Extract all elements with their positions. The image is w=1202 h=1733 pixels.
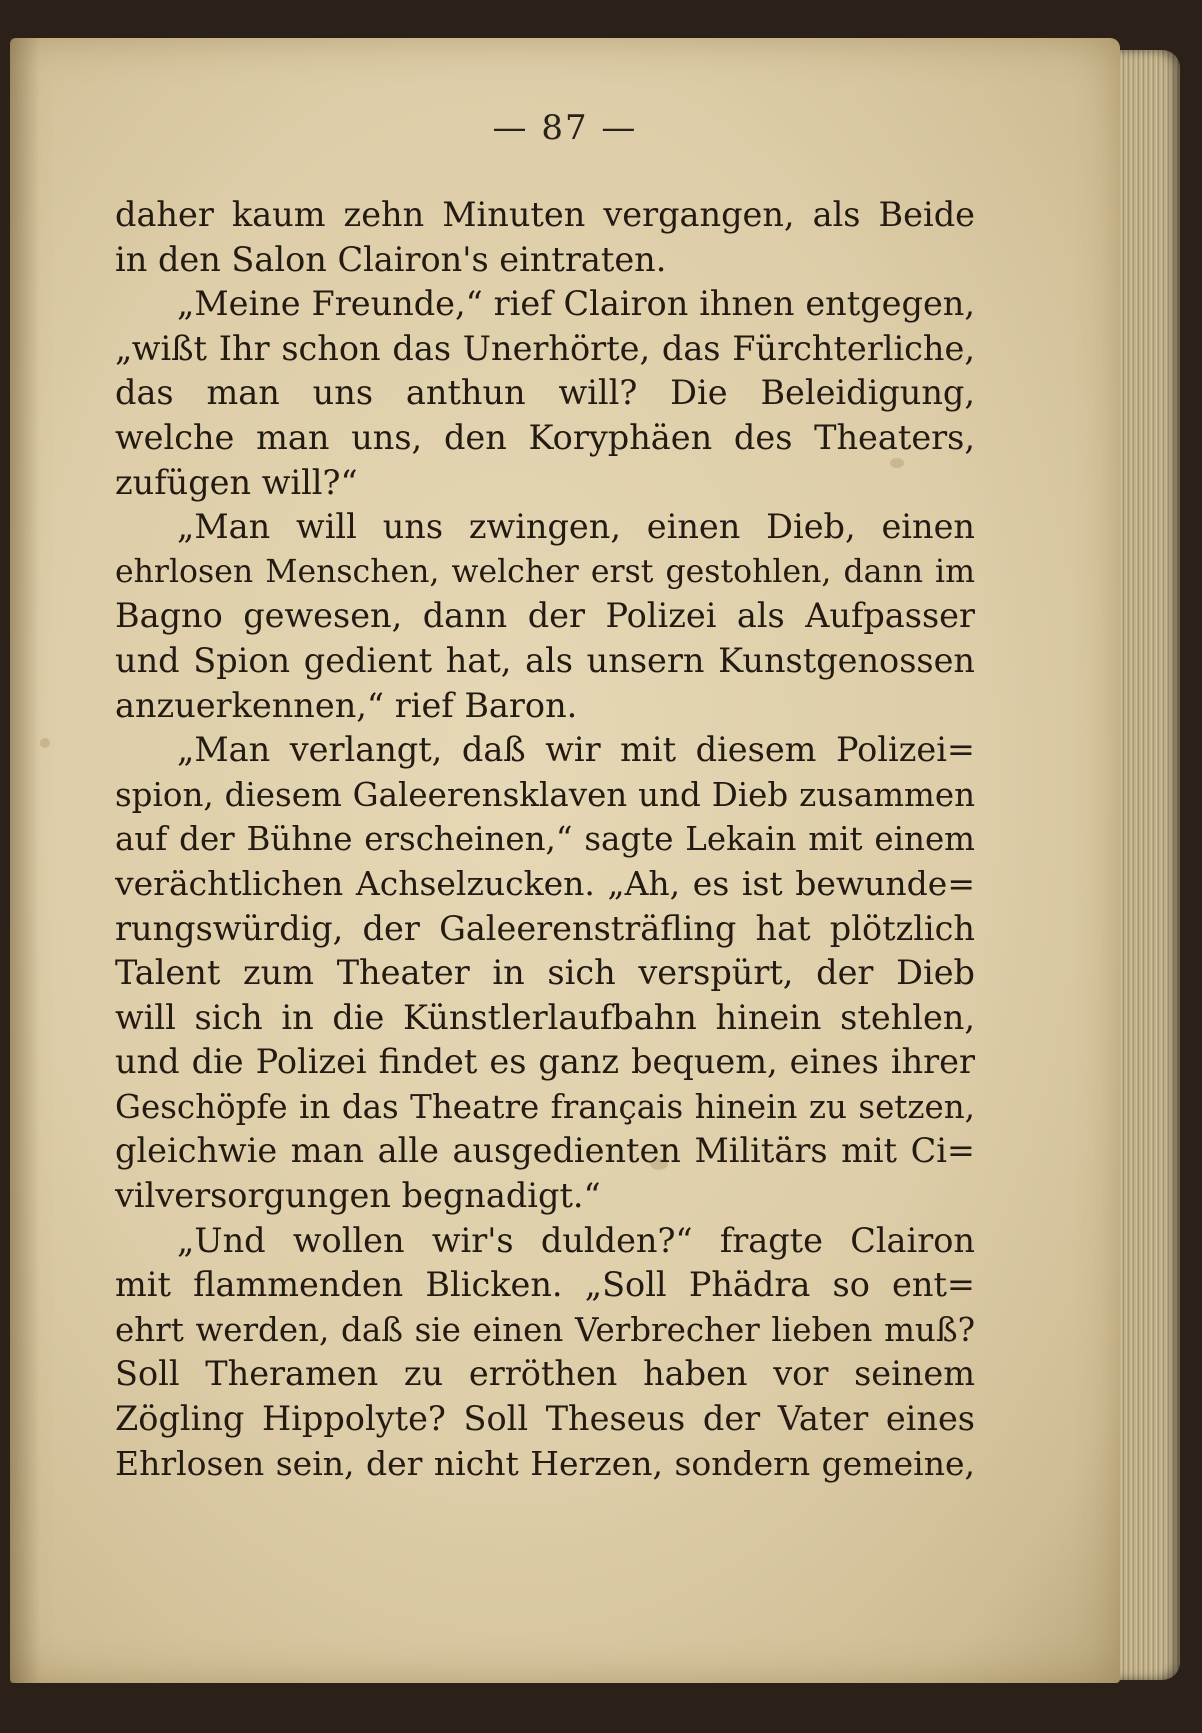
gutter-shadow bbox=[10, 38, 40, 1683]
text-line: verächtlichen Achselzucken. „Ah, es ist bewunde= bbox=[115, 863, 975, 903]
text-line: und die Polizei findet es ganz bequem, eines ihrer bbox=[115, 1042, 975, 1082]
text-line: ehrt werden, daß sie einen Verbrecher lieben muß? bbox=[115, 1310, 975, 1349]
text-line: „Und wollen wir's dulden?“ fragte Clairon bbox=[177, 1220, 975, 1260]
paper-spot bbox=[40, 738, 50, 748]
body-text bbox=[115, 193, 975, 1486]
text-line: und Spion gedient hat, als unsern Kunstgenossen bbox=[115, 640, 975, 680]
text-line: daher kaum zehn Minuten vergangen, als Beide bbox=[115, 195, 975, 234]
text-line: Geschöpfe in das Theatre français hinein zu setzen, bbox=[115, 1087, 975, 1126]
text-line: anzuerkennen,“ rief Baron. bbox=[115, 685, 578, 725]
text-line: Soll Theramen zu erröthen haben vor seinem bbox=[115, 1354, 975, 1394]
text-line: Bagno gewesen, dann der Polizei als Aufpasser bbox=[115, 596, 975, 636]
text-line: Talent zum Theater in sich verspürt, der Dieb bbox=[115, 953, 975, 993]
text-line: will sich in die Künstlerlaufbahn hinein stehlen, bbox=[115, 997, 975, 1037]
text-line: „Man verlangt, daß wir mit diesem Polizei= bbox=[177, 730, 975, 770]
text-line: „wißt Ihr schon das Unerhörte, das Fürchterliche, bbox=[115, 328, 975, 368]
text-line: rungswürdig, der Galeerensträfling hat plötzlich bbox=[115, 908, 975, 948]
text-line: Ehrlosen sein, der nicht Herzen, sondern gemeine, bbox=[115, 1443, 975, 1483]
text-line: ehrlosen Menschen, welcher erst gestohlen, dann im bbox=[115, 553, 975, 590]
page-number: — 87 — bbox=[492, 108, 638, 148]
text-line: spion, diesem Galeerensklaven und Dieb zusammen bbox=[115, 775, 975, 814]
text-line: gleichwie man alle ausgedienten Militärs mit Ci= bbox=[115, 1131, 975, 1171]
text-line: auf der Bühne erscheinen,“ sagte Lekain mit einem bbox=[115, 820, 975, 859]
text-line: „Man will uns zwingen, einen Dieb, einen bbox=[177, 507, 975, 547]
text-line: Zögling Hippolyte? Soll Theseus der Vater eines bbox=[115, 1399, 975, 1439]
text-line: mit flammenden Blicken. „Soll Phädra so ent= bbox=[115, 1265, 975, 1305]
page-edges bbox=[1110, 50, 1180, 1680]
book-page bbox=[10, 38, 1120, 1683]
text-line: das man uns anthun will? Die Beleidigung, bbox=[115, 373, 975, 413]
text-line: welche man uns, den Koryphäen des Theaters, bbox=[115, 417, 975, 457]
text-line: „Meine Freunde,“ rief Clairon ihnen entgegen, bbox=[177, 284, 975, 324]
text-line: vilversorgungen begnadigt.“ bbox=[115, 1176, 601, 1216]
text-line: in den Salon Clairon's eintraten. bbox=[115, 239, 667, 279]
text-line: zufügen will?“ bbox=[115, 462, 358, 502]
